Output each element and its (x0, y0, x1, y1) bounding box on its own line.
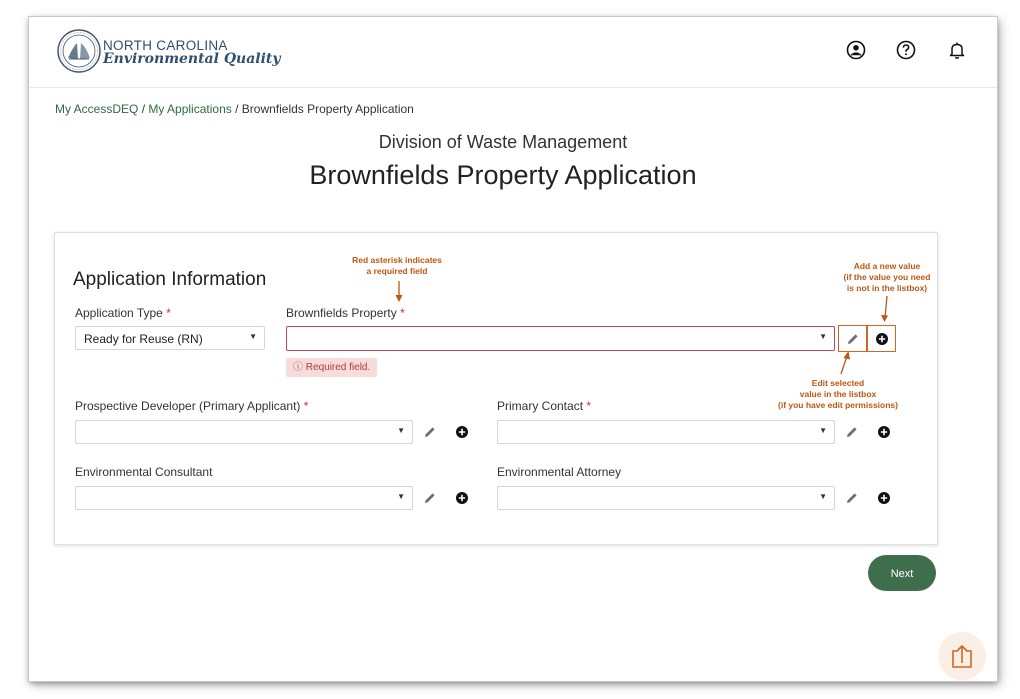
brownfields-property-select[interactable] (286, 326, 835, 351)
required-field-error: ⓘ Required field. (286, 358, 377, 377)
logo-text-state: NORTH CAROLINA (103, 38, 228, 53)
chevron-down-icon: ▼ (819, 426, 827, 435)
pencil-icon[interactable] (423, 425, 437, 439)
breadcrumb (55, 102, 414, 116)
annotation-arrow-required (394, 281, 404, 305)
logo-text-agency: Environmental Quality (103, 51, 281, 67)
application-type-select[interactable] (75, 326, 265, 350)
environmental-attorney-label: Environmental Attorney (497, 465, 622, 479)
breadcrumb-separator: / (231, 102, 242, 116)
alert-circle-icon: ⓘ (293, 362, 303, 373)
brownfields-property-label: Brownfields Property * (286, 306, 405, 320)
breadcrumb-link-my-applications[interactable]: My Applications (148, 102, 232, 116)
primary-contact-label: Primary Contact * (497, 399, 592, 413)
prospective-developer-select[interactable] (75, 420, 413, 444)
scroll-to-top-button[interactable] (938, 632, 986, 680)
chevron-down-icon: ▼ (397, 426, 405, 435)
annotation-required: Red asterisk indicates a required field (352, 255, 442, 276)
chevron-down-icon: ▼ (819, 332, 827, 341)
environmental-consultant-select[interactable] (75, 486, 413, 510)
chevron-down-icon: ▼ (249, 332, 257, 341)
required-asterisk: * (166, 306, 171, 320)
plus-circle-icon (875, 332, 889, 346)
arrow-up-box-icon (950, 643, 974, 669)
required-asterisk: * (586, 399, 592, 413)
environmental-consultant-label: Environmental Consultant (75, 465, 213, 479)
annotation-edit: Edit selected value in the listbox (if you have edit permissions) (778, 378, 898, 410)
primary-contact-select[interactable] (497, 420, 835, 444)
division-heading: Division of Waste Management (378, 132, 628, 152)
page-title: Brownfields Property Application (309, 160, 697, 190)
section-title: Application Information (73, 269, 267, 290)
pencil-icon[interactable] (845, 425, 859, 439)
next-button[interactable]: Next (868, 555, 936, 591)
chevron-down-icon: ▼ (397, 492, 405, 501)
annotation-arrow-add (878, 296, 892, 324)
pencil-icon[interactable] (423, 491, 437, 505)
breadcrumb-link-my-accessdeq[interactable]: My AccessDEQ (55, 102, 139, 116)
plus-circle-icon[interactable] (877, 425, 891, 439)
help-circle-icon[interactable] (895, 39, 917, 61)
site-header (29, 17, 997, 88)
environmental-attorney-select[interactable] (497, 486, 835, 510)
plus-circle-icon[interactable] (877, 491, 891, 505)
application-type-value: Ready for Reuse (RN) (84, 332, 203, 346)
bell-icon[interactable] (946, 39, 968, 61)
pencil-icon[interactable] (845, 491, 859, 505)
plus-circle-icon[interactable] (455, 425, 469, 439)
application-information-card (54, 232, 938, 545)
chevron-down-icon: ▼ (819, 492, 827, 501)
app-window (29, 17, 997, 681)
add-property-button-highlight[interactable] (867, 325, 896, 352)
breadcrumb-separator: / (138, 102, 149, 116)
nc-seal-logo (57, 29, 101, 73)
user-circle-icon[interactable] (845, 39, 867, 61)
prospective-developer-label: Prospective Developer (Primary Applicant) * (75, 399, 309, 413)
pencil-icon (846, 332, 860, 346)
edit-property-button-highlight[interactable] (838, 325, 867, 352)
annotation-add: Add a new value (if the value you need is not in the listbox) (843, 261, 931, 293)
required-asterisk: * (400, 306, 405, 320)
breadcrumb-current: Brownfields Property Application (241, 102, 414, 116)
application-type-label: Application Type * (75, 306, 171, 320)
required-asterisk: * (303, 399, 309, 413)
plus-circle-icon[interactable] (455, 491, 469, 505)
annotation-arrow-edit (837, 350, 853, 376)
